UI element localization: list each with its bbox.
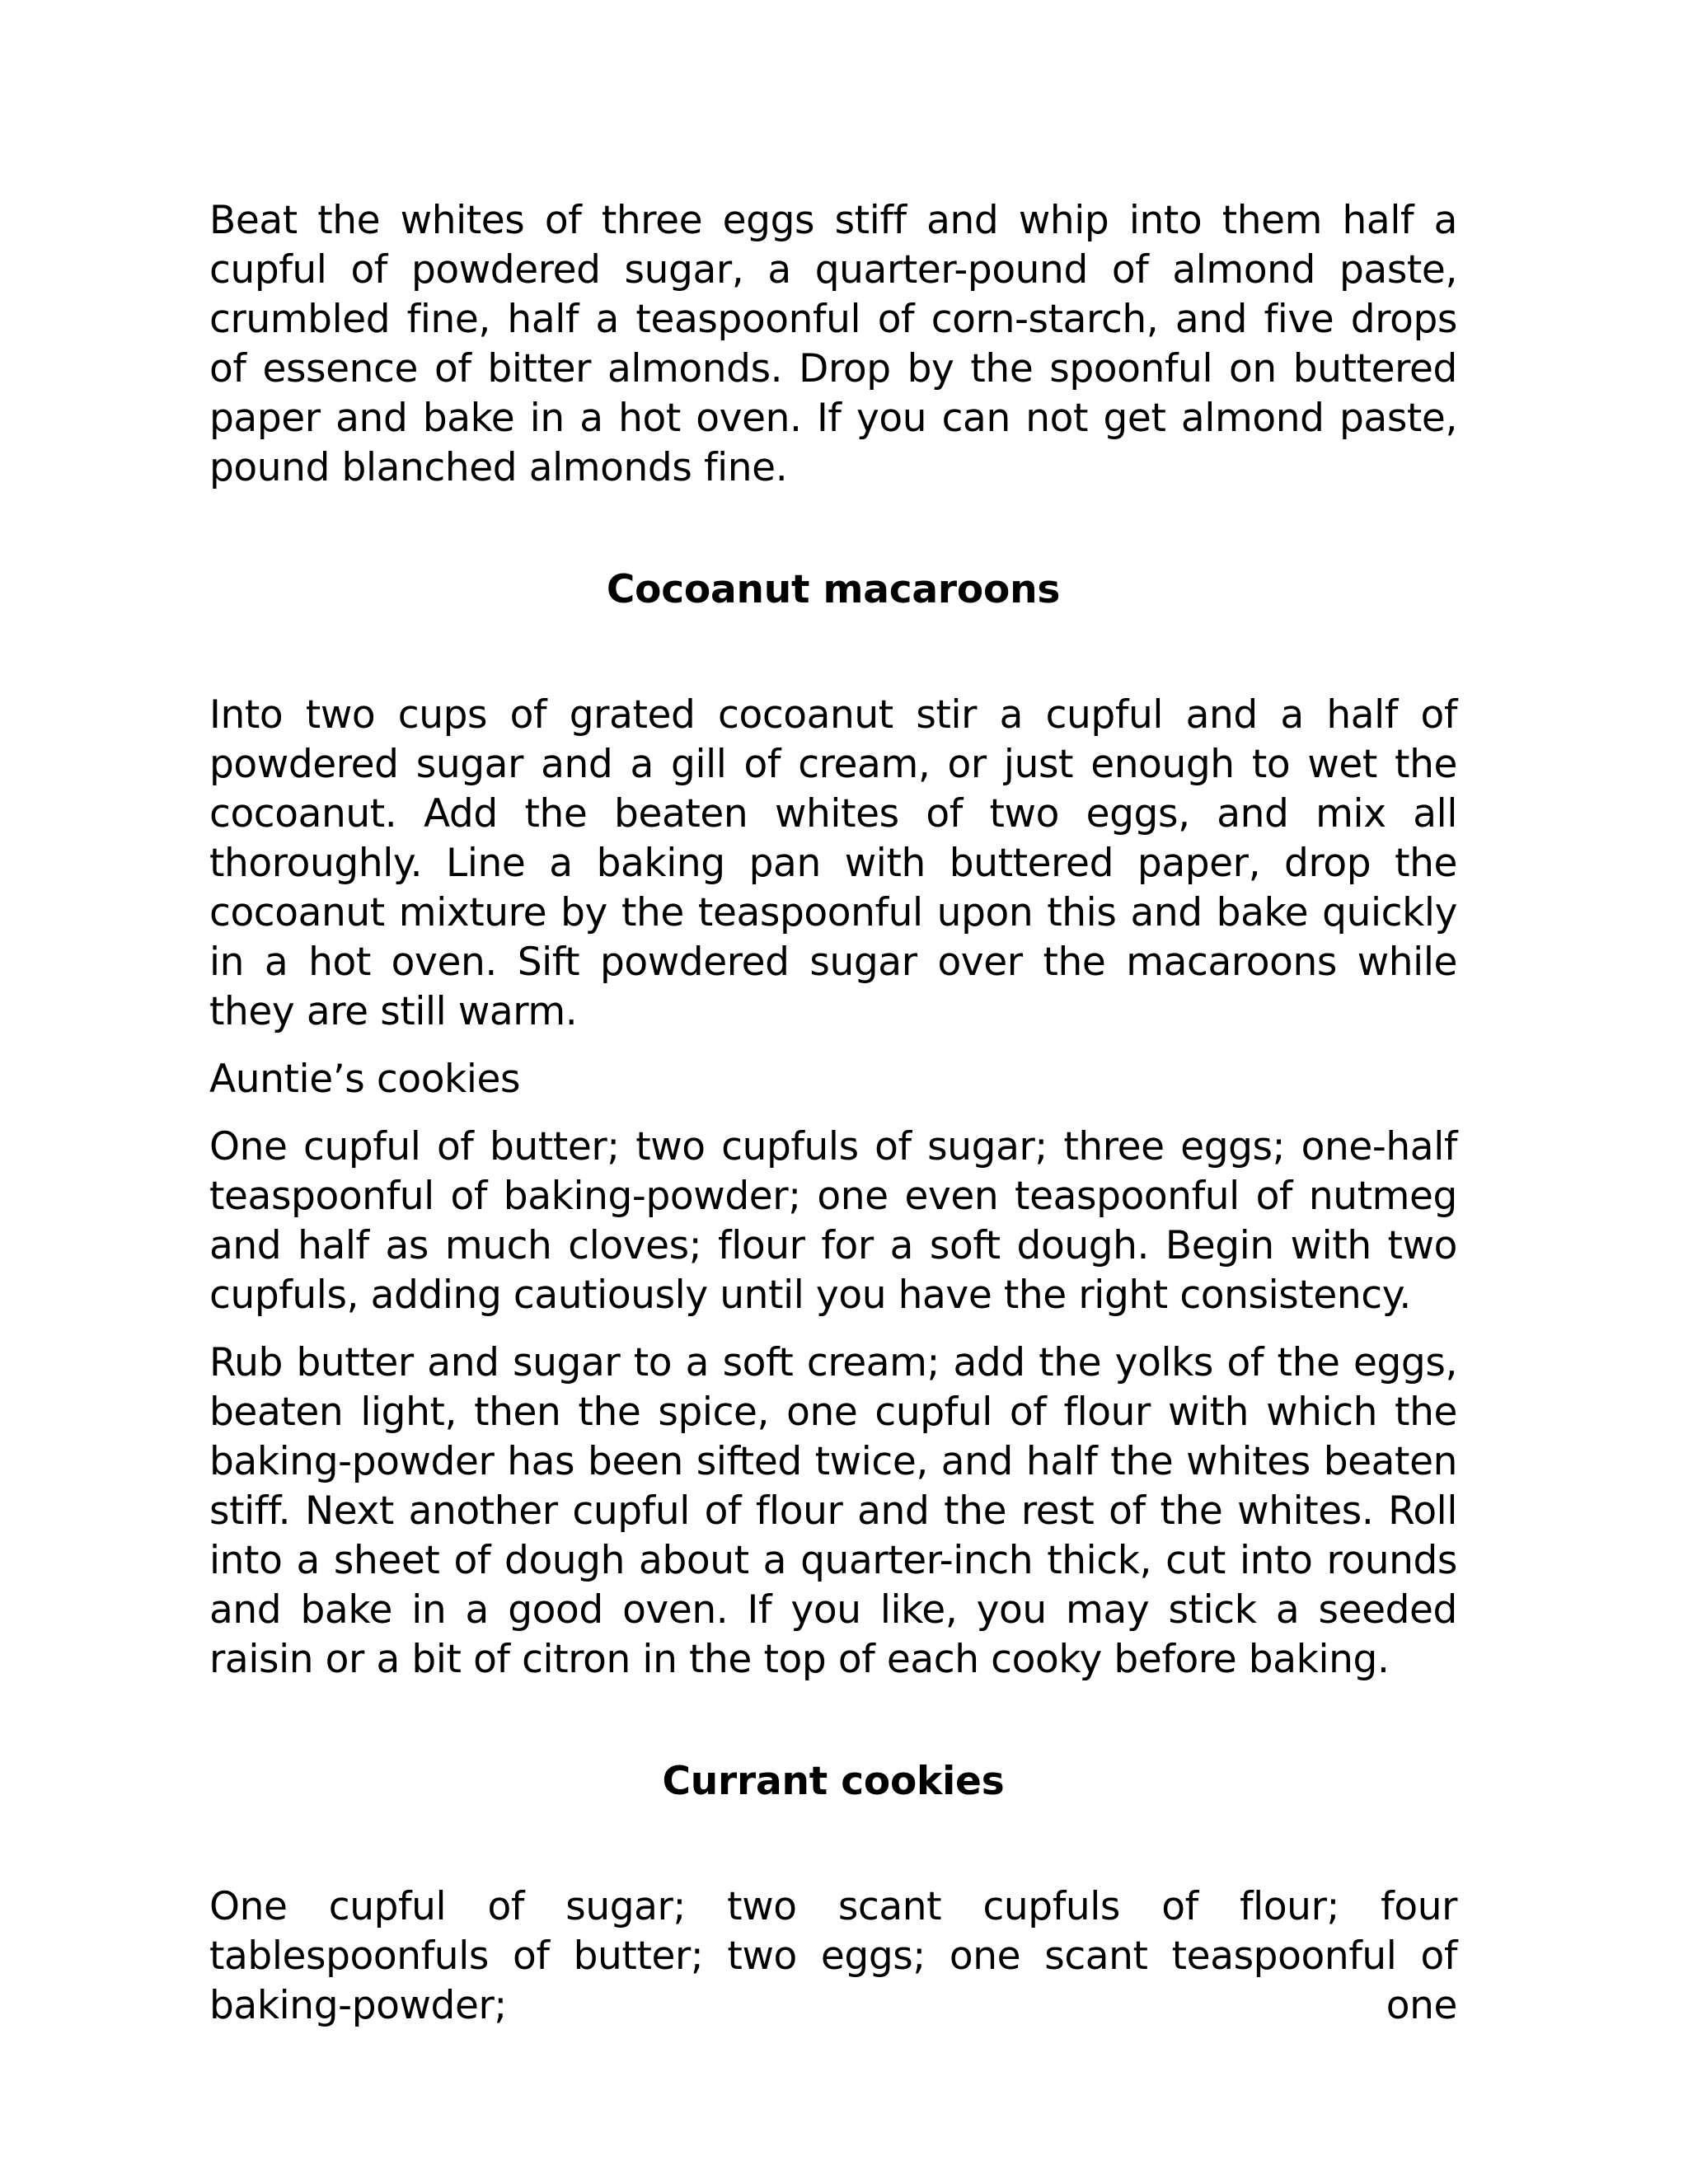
heading-aunties-cookies: Auntie’s cookies bbox=[209, 1057, 521, 1102]
heading-cocoanut-macaroons: Cocoanut macaroons bbox=[606, 567, 1061, 612]
document-page bbox=[209, 196, 1457, 2049]
paragraph-cocoanut-macaroons: Into two cups of grated cocoanut stir a cupful and a half of powdered sugar and a gill of cream, or just enough to wet the cocoanut. Add the beaten whites of two eggs, and mix all thoroughly. Line a baking pan with buttered paper, drop the cocoanut mixture by the teaspoonful upon this and bake quickly in a hot oven. Sift powdered sugar over the macaroons while they are still warm. bbox=[209, 692, 1457, 1034]
paragraph-currant-cookies: One cupful of sugar; two scant cupfuls of flour; four tablespoonfuls of butter; two eggs; one scant teaspoonful of baking-powder; one bbox=[209, 1884, 1457, 2028]
paragraph-aunties-cookies-ingredients: One cupful of butter; two cupfuls of sugar; three eggs; one-half teaspoonful of baking-powder; one even teaspoonful of nutmeg and half as much cloves; flour for a soft dough. Begin with two cupfuls, adding cautiously until you have the right consistency. bbox=[209, 1124, 1457, 1318]
heading-currant-cookies: Currant cookies bbox=[662, 1759, 1005, 1804]
paragraph-almond-macaroons: Beat the whites of three eggs stiff and whip into them half a cupful of powdered sugar, a quarter-pound of almond paste, crumbled fine, half a teaspoonful of corn-starch, and five drops of essence of bitter almonds. Drop by the spoonful on buttered paper and bake in a hot oven. If you can not get almond paste, pound blanched almonds fine. bbox=[209, 198, 1457, 490]
paragraph-aunties-cookies-method: Rub butter and sugar to a soft cream; add the yolks of the eggs, beaten light, then the spice, one cupful of flour with which the baking-powder has been sifted twice, and half the whites beaten stiff. Next another cupful of flour and the rest of the whites. Roll into a sheet of dough about a quarter-inch thick, cut into rounds and bake in a good oven. If you like, you may stick a seeded raisin or a bit of citron in the top of each cooky before baking. bbox=[209, 1340, 1457, 1682]
